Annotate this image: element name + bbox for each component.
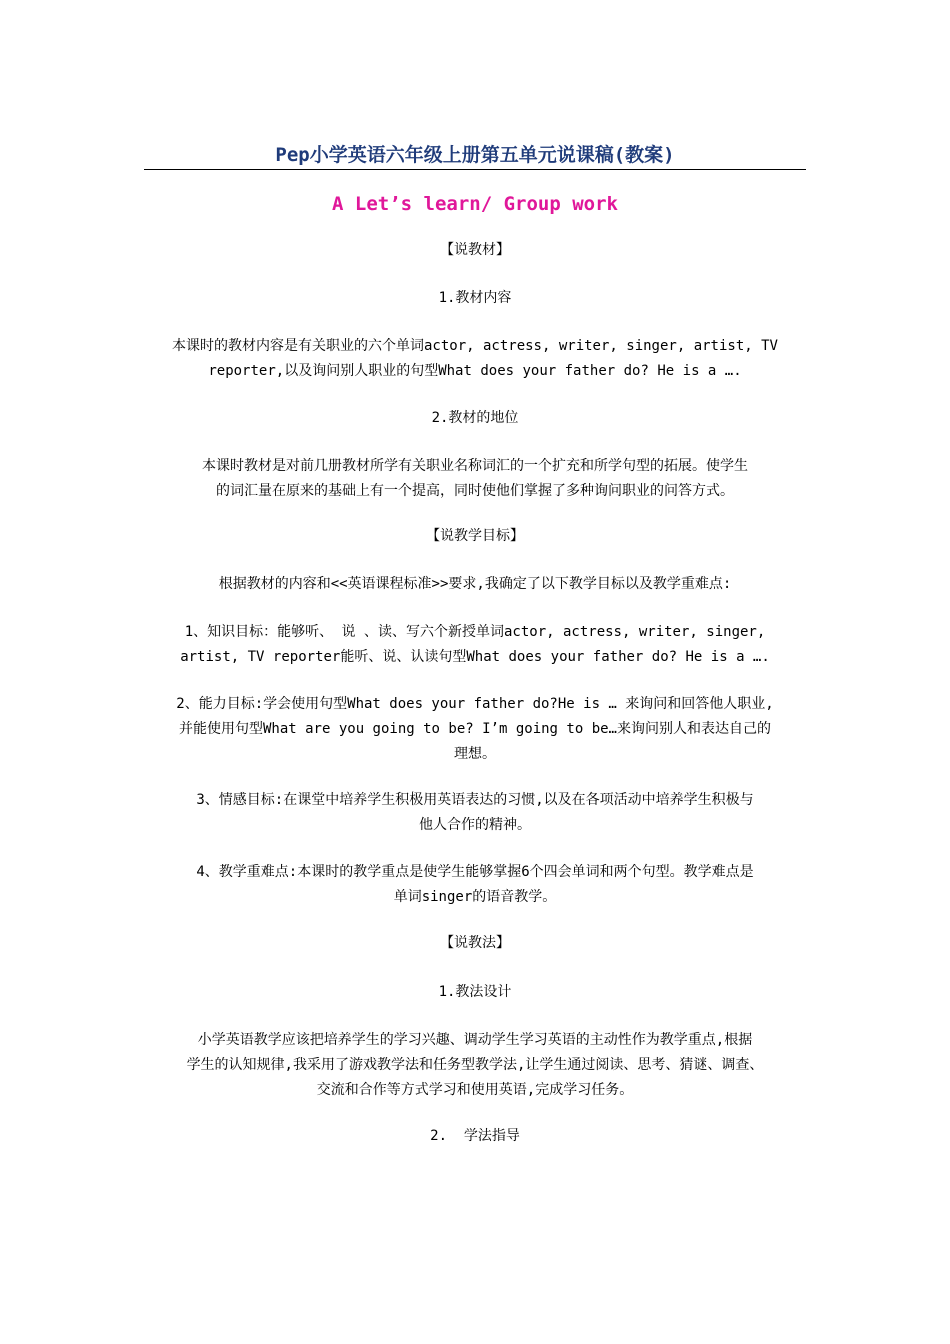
paragraph-goal-emotion — [140, 788, 810, 838]
paragraph-line: reporter,以及询问别人职业的句型What does your father do? He is a ….‍ — [208, 363, 742, 379]
paragraph-status — [140, 454, 810, 504]
paragraph-content — [140, 334, 810, 384]
subheading-status: 2.教材的地位 — [431, 410, 519, 426]
section-heading-textbook: 【说教材】 — [440, 242, 510, 258]
subheading-learning-guidance: 2. 学法指导 — [430, 1128, 520, 1144]
paragraph-line: 他人合作的精神。 — [419, 817, 531, 833]
paragraph-line: 2、能力目标:学会使用句型What does your father do?He is … 来询问和回答他人职业, — [176, 696, 774, 712]
paragraph-line: 小学英语教学应该把培养学生的学习兴趣、调动学生学习英语的主动性作为教学重点,根据 — [197, 1032, 753, 1048]
paragraph-line: 4、教学重难点:本课时的教学重点是使学生能够掌握6个四会单词和两个句型。教学难点是 — [196, 864, 754, 880]
subheading-content: 1.教材内容 — [438, 290, 512, 306]
paragraph-method-design — [140, 1028, 810, 1103]
paragraph-line: 理想。 — [454, 746, 496, 762]
paragraph-objectives-intro: 根据教材的内容和<<英语课程标准>>要求,我确定了以下教学目标以及教学重难点: — [218, 576, 732, 592]
paragraph-goal-keypoints — [140, 860, 810, 910]
paragraph-goal-knowledge — [140, 620, 810, 670]
paragraph-line: artist, TV reporter能听、说、认读句型What does your father do? He is a …. — [180, 649, 770, 665]
paragraph-line: 单词singer的语音教学。 — [393, 889, 557, 905]
paragraph-line: 3、情感目标:在课堂中培养学生积极用英语表达的习惯,以及在各项活动中培养学生积极与 — [196, 792, 754, 808]
paragraph-line: 本课时教材是对前几册教材所学有关职业名称词汇的一个扩充和所学句型的拓展。使学生 — [202, 458, 748, 474]
document-subtitle: A Let’s learn/ Group work — [332, 193, 618, 215]
paragraph-line: 学生的认知规律,我采用了游戏教学法和任务型教学法,让学生通过阅读、思考、猜谜、调查、 — [186, 1057, 764, 1073]
subheading-method-design: 1.教法设计 — [438, 984, 512, 1000]
paragraph-line: 并能使用句型What are you going to be? I’m going to be…来询问别人和表达自己的 — [178, 721, 771, 737]
paragraph-line: 本课时的教材内容是有关职业的六个单词actor, actress, writer, singer, artist, TV — [171, 338, 778, 354]
section-heading-objectives: 【说教学目标】 — [426, 528, 524, 544]
section-heading-methods: 【说教法】 — [440, 935, 510, 951]
paragraph-line: 1、知识目标：能够听、 说 、读、写六个新授单词actor, actress, writer, singer, — [184, 624, 766, 640]
paragraph-line: 的词汇量在原来的基础上有一个提高，同时使他们掌握了多种询问职业的问答方式。 — [216, 483, 734, 499]
paragraph-goal-ability — [140, 692, 810, 767]
document-title: Pep小学英语六年级上册第五单元说课稿(教案) — [144, 142, 806, 170]
paragraph-line: 交流和合作等方式学习和使用英语,完成学习任务。 — [316, 1082, 634, 1098]
